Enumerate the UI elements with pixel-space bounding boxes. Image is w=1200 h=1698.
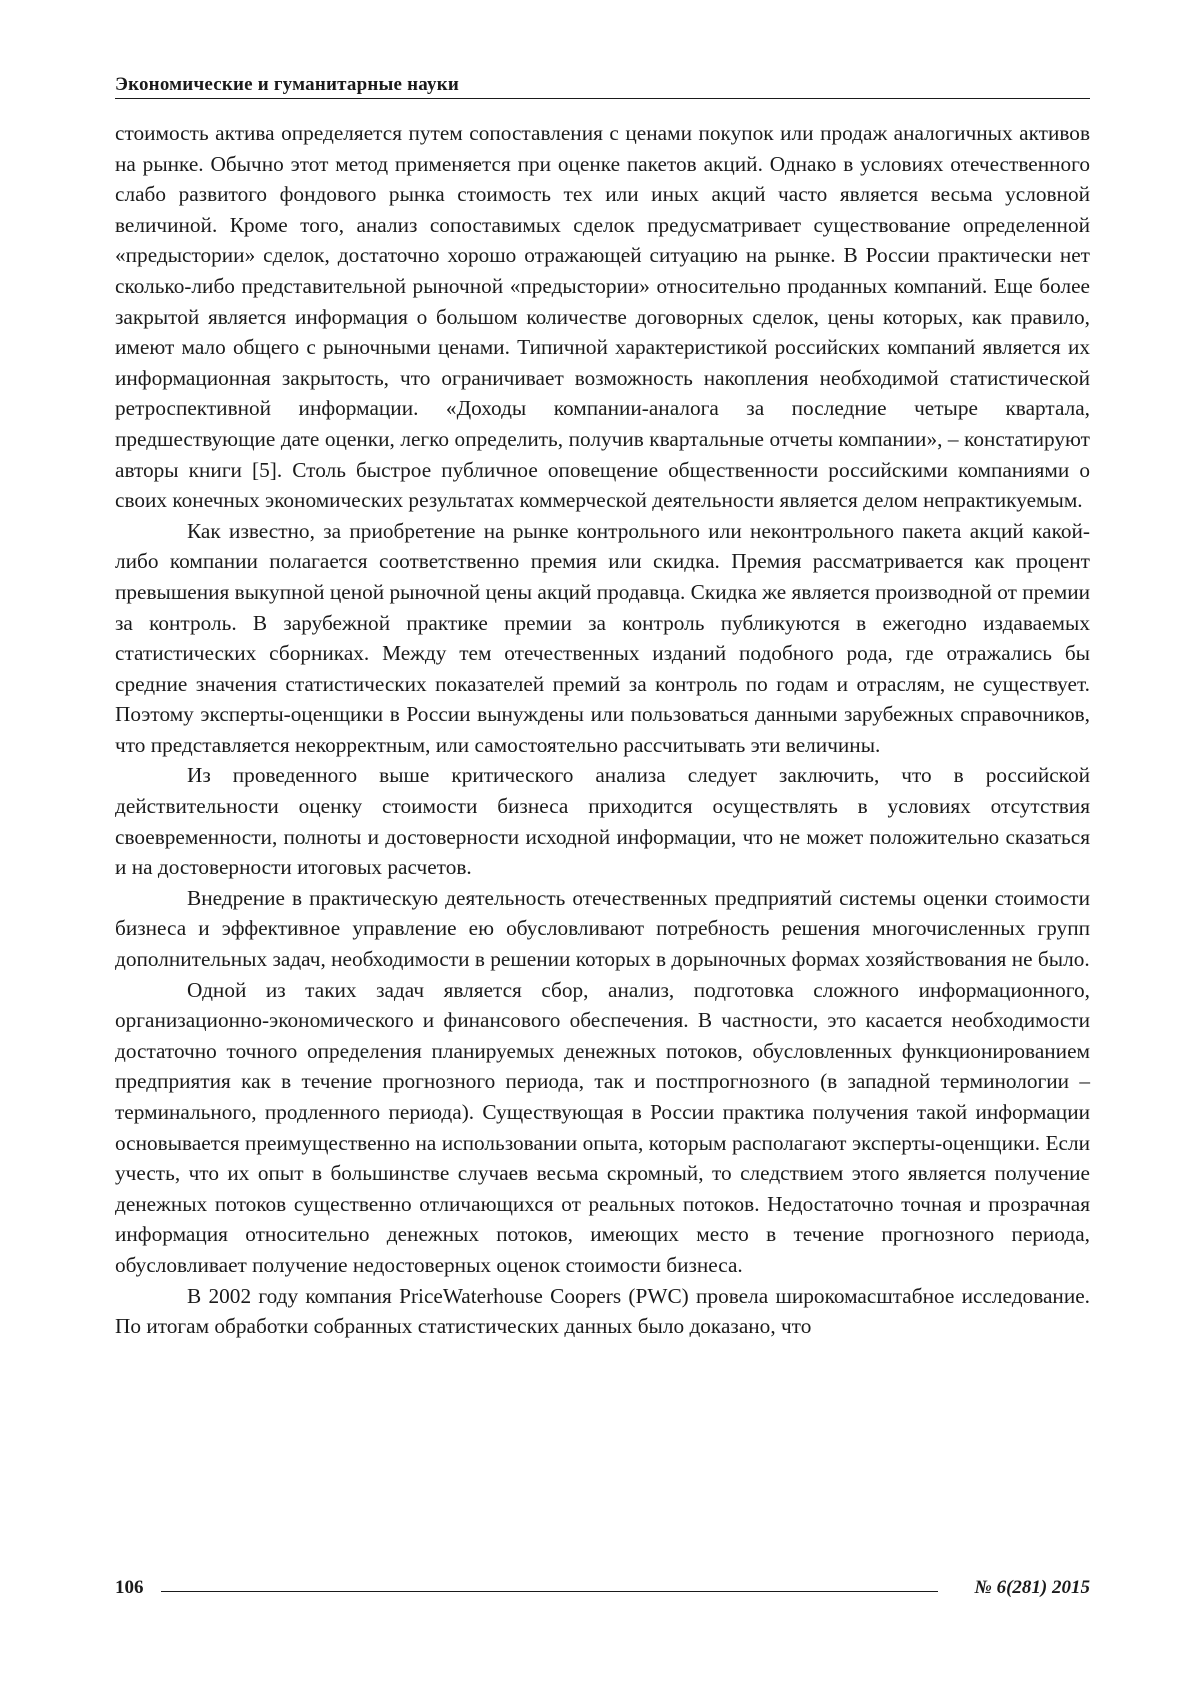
issue-number: № 6(281) 2015	[974, 1577, 1090, 1599]
article-body	[115, 118, 1090, 1342]
footer-divider	[161, 1591, 938, 1592]
running-header: Экономические и гуманитарные науки	[115, 74, 1090, 99]
page-number: 106	[115, 1577, 144, 1599]
paragraph-3: Из проведенного выше критического анализа следует заключить, что в российской действительности оценку стоимости бизнеса приходится осуществлять в условиях отсутствия своевременности, полноты и достоверности исходной информации, что не может положительно сказаться и на достоверности итоговых расчетов.	[115, 760, 1090, 882]
paragraph-6: В 2002 году компания PriceWaterhouse Coopers (PWC) провела широкомасштабное исследование. По итогам обработки собранных статистических данных было доказано, что	[115, 1281, 1090, 1342]
paragraph-1: стоимость актива определяется путем сопоставления с ценами покупок или продаж аналогичных активов на рынке. Обычно этот метод применяется при оценке пакетов акций. Однако в условиях отечественного слабо развитого фондового рынка стоимость тех или иных акций часто является весьма условной величиной. Кроме того, анализ сопоставимых сделок предусматривает существование определенной «предыстории» сделок, достаточно хорошо отражающей ситуацию на рынке. В России практически нет сколько-либо представительной рыночной «предыстории» относительно проданных компаний. Еще более закрытой является информация о большом количестве договорных сделок, цены которых, как правило, имеют мало общего с рыночными ценами. Типичной характеристикой российских компаний является их информационная закрытость, что ограничивает возможность накопления необходимой статистической ретроспективной информации. «Доходы компании-аналога за последние четыре квартала, предшествующие дате оценки, легко определить, получив квартальные отчеты компании», – констатируют авторы книги [5]. Столь быстрое публичное оповещение общественности российскими компаниями о своих конечных экономических результатах коммерческой деятельности является делом непрактикуемым.	[115, 118, 1090, 516]
paragraph-5: Одной из таких задач является сбор, анализ, подготовка сложного информационного, организационно-экономического и финансового обеспечения. В частности, это касается необходимости достаточно точного определения планируемых денежных потоков, обусловленных функционированием предприятия как в течение прогнозного периода, так и постпрогнозного (в западной терминологии – терминального, продленного периода). Существующая в России практика получения такой информации основывается преимущественно на использовании опыта, которым располагают эксперты-оценщики. Если учесть, что их опыт в большинстве случаев весьма скромный, то следствием этого является получение денежных потоков существенно отличающихся от реальных потоков. Недостаточно точная и прозрачная информация относительно денежных потоков, имеющих место в течение прогнозного периода, обусловливает получение недостоверных оценок стоимости бизнеса.	[115, 975, 1090, 1281]
page-footer	[115, 1577, 1090, 1603]
paragraph-2: Как известно, за приобретение на рынке контрольного или неконтрольного пакета акций какой-либо компании полагается соответственно премия или скидка. Премия рассматривается как процент превышения выкупной ценой рыночной цены акций продавца. Скидка же является производной от премии за контроль. В зарубежной практике премии за контроль публикуются в ежегодно издаваемых статистических сборниках. Между тем отечественных изданий подобного рода, где отражались бы средние значения статистических показателей премий за контроль по годам и отраслям, не существует. Поэтому эксперты-оценщики в России вынуждены или пользоваться данными зарубежных справочников, что представляется некорректным, или самостоятельно рассчитывать эти величины.	[115, 516, 1090, 761]
paragraph-4: Внедрение в практическую деятельность отечественных предприятий системы оценки стоимости бизнеса и эффективное управление ею обусловливают потребность решения многочисленных групп дополнительных задач, необходимости в решении которых в дорыночных формах хозяйствования не было.	[115, 883, 1090, 975]
